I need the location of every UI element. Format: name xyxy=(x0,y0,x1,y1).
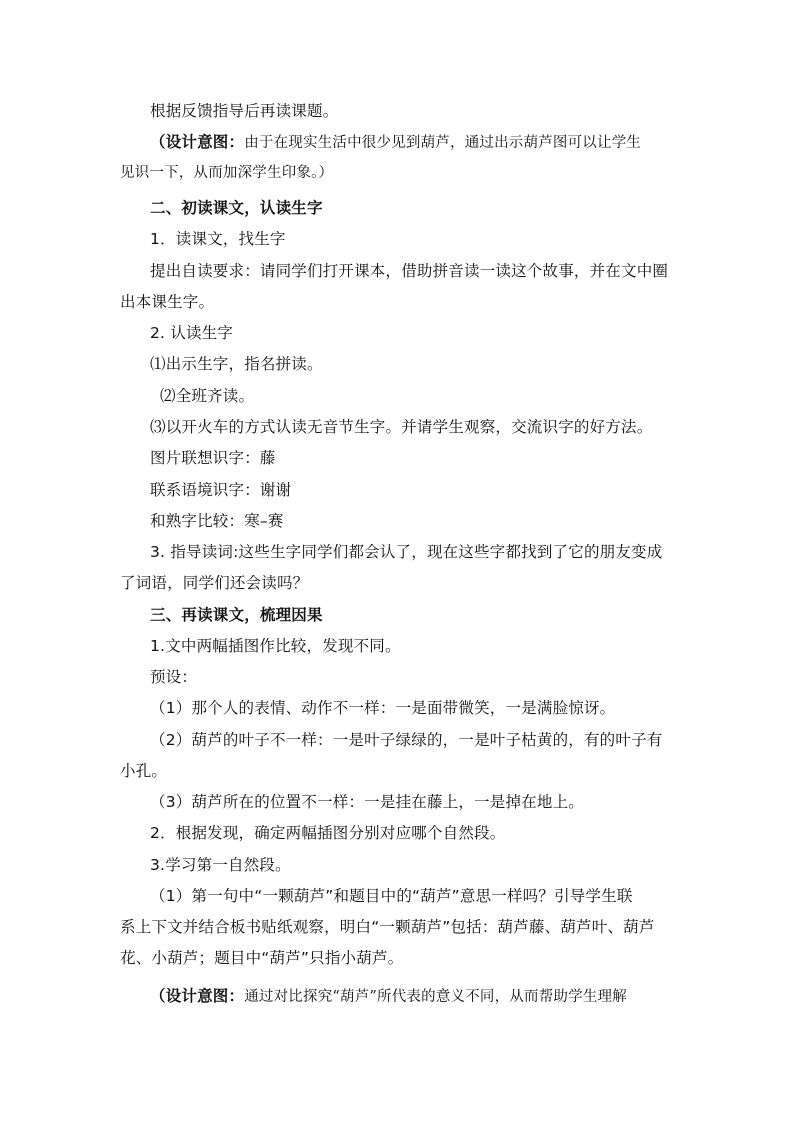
step-guide-words: 3. 指导读词:这些生字同学们都会认了，现在这些字都找到了它的朋友变成 xyxy=(150,543,663,561)
design-intent-label-2: （设计意图： xyxy=(150,987,245,1005)
substep-class-read: ⑵全班齐读。 xyxy=(160,387,255,405)
step-study-paragraph-1: 3.学习第一自然段。 xyxy=(150,856,291,874)
section-heading-3: 三、再读课文，梳理因果 xyxy=(150,606,323,624)
question-1-cont-b: 花、小葫芦；题目中“葫芦”只指小葫芦。 xyxy=(120,949,404,967)
self-read-requirement: 提出自读要求：请同学们打开课本，借助拼音读一读这个故事，并在文中圈 xyxy=(150,262,669,280)
design-intent-text: 由于在现实生活中很少见到葫芦，通过出示葫芦图可以让学生 xyxy=(244,135,642,151)
question-1: （1）第一句中“一颗葫芦”和题目中的“葫芦”意思一样吗？引导学生联 xyxy=(150,887,633,905)
preset-item-2: （2）葫芦的叶子不一样：一是叶子绿绿的，一是叶子枯黄的，有的叶子有 xyxy=(150,731,663,749)
step-guide-words-cont: 了词语，同学们还会读吗？ xyxy=(120,574,309,592)
design-intent-2 xyxy=(150,985,627,1008)
design-intent-text-2: 通过对比探究“葫芦”所代表的意义不同，从而帮助学生理解 xyxy=(244,989,627,1005)
substep-train-read: ⑶以开火车的方式认读无音节生字。并请学生观察，交流识字的好方法。 xyxy=(150,418,653,436)
preset-item-3: （3）葫芦所在的位置不一样：一是挂在藤上，一是掉在地上。 xyxy=(150,793,584,811)
self-read-requirement-cont: 出本课生字。 xyxy=(120,293,215,311)
step-match-pictures: 2．根据发现，确定两幅插图分别对应哪个自然段。 xyxy=(150,824,506,842)
substep-show-chars: ⑴出示生字，指名拼读。 xyxy=(150,355,323,373)
design-intent-1-cont: 见识一下，从而加深学生印象。） xyxy=(120,165,334,181)
preset-label: 预设： xyxy=(150,668,198,686)
design-intent-label: （设计意图： xyxy=(150,133,245,151)
design-intent-1 xyxy=(150,131,641,154)
paragraph-reread-title: 根据反馈指导后再读课题。 xyxy=(150,102,339,120)
step-recognize-chars: 2. 认读生字 xyxy=(150,324,234,342)
method-compare: 和熟字比较：寒–赛 xyxy=(150,512,284,530)
method-context: 联系语境识字：谢谢 xyxy=(150,481,292,499)
step-read-text: 1．读课文，找生字 xyxy=(150,230,286,248)
preset-item-1: （1）那个人的表情、动作不一样：一是面带微笑，一是满脸惊讶。 xyxy=(150,699,616,717)
method-picture: 图片联想识字：藤 xyxy=(150,449,276,467)
preset-item-2-cont: 小孔。 xyxy=(120,762,168,780)
question-1-cont-a: 系上下文并结合板书贴纸观察，明白“一颗葫芦”包括：葫芦藤、葫芦叶、葫芦 xyxy=(120,918,655,936)
step-compare-pictures: 1.文中两幅插图作比较，发现不同。 xyxy=(150,637,401,655)
section-heading-2: 二、初读课文，认读生字 xyxy=(150,199,323,217)
